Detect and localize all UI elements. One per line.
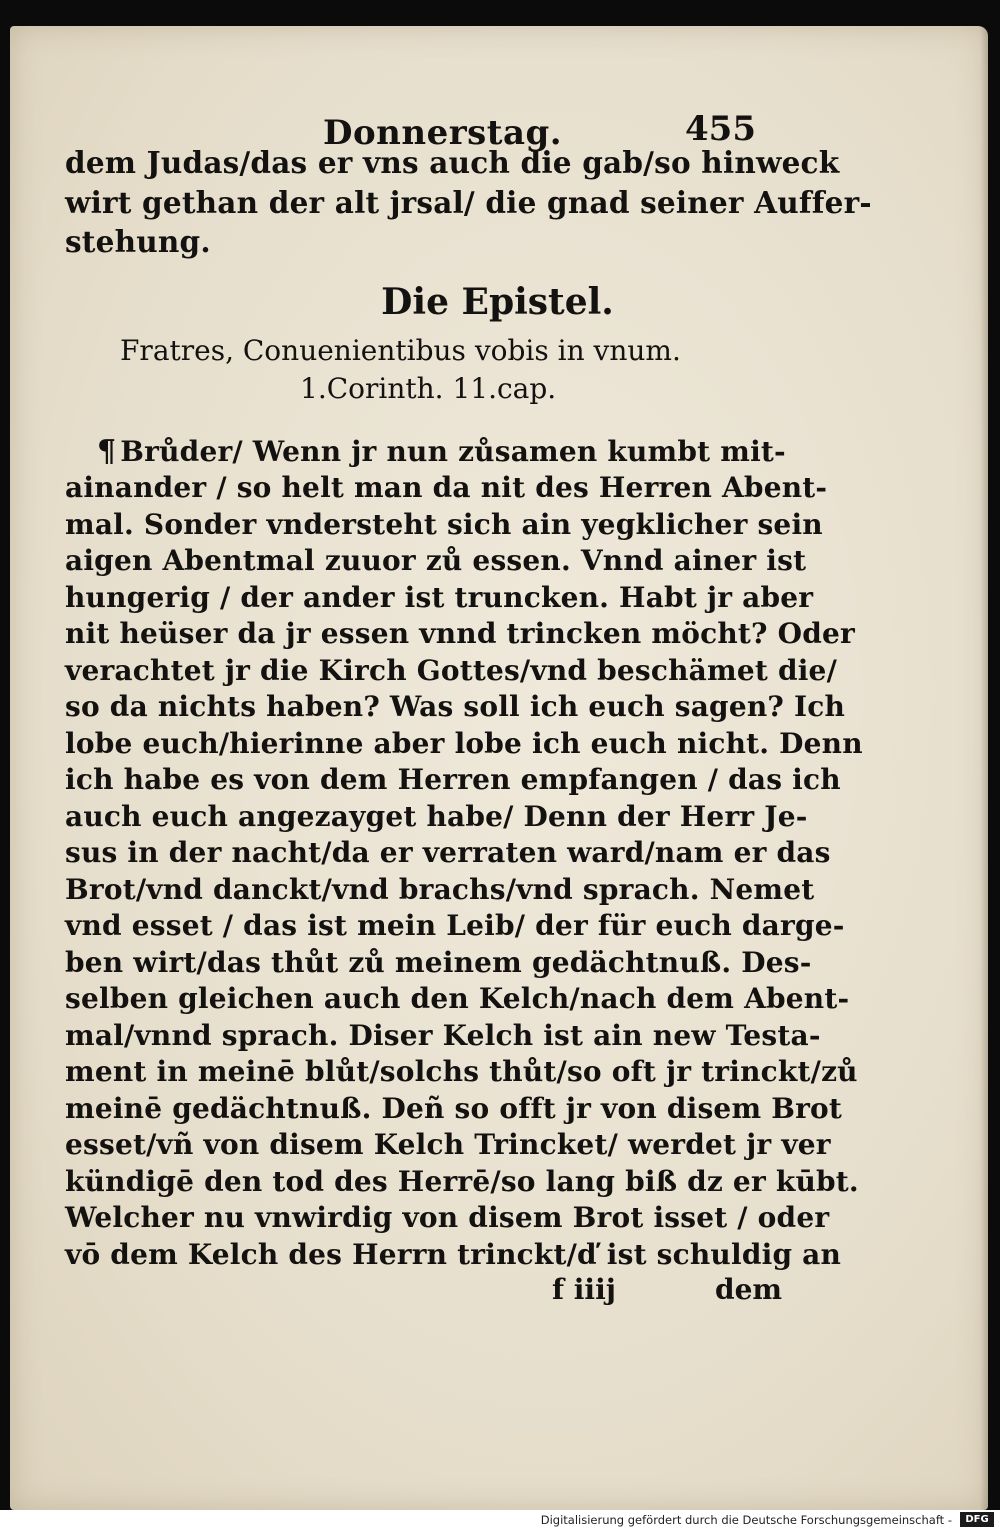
body-line: kündigē den tod des Herrē/so lang biß dz er kūbt. bbox=[65, 1164, 859, 1198]
catchword: dem bbox=[715, 1273, 783, 1307]
body-line: mal. Sonder vndersteht sich ain yegklicher sein bbox=[65, 507, 823, 541]
body-line: vō dem Kelch des Herrn trinckt/ď ist schuldig an bbox=[65, 1237, 842, 1271]
body-line: meinē gedächtnuß. Deñ so offt jr von disem Brot bbox=[65, 1091, 843, 1125]
credit-text: Digitalisierung gefördert durch die Deutsche Forschungsgemeinschaft - bbox=[540, 1513, 952, 1527]
section-title: Die Epistel. bbox=[381, 280, 614, 323]
latin-incipit: Fratres, Conuenientibus vobis in vnum. bbox=[120, 333, 681, 367]
body-line: so da nichts haben? Was soll ich euch sagen? Ich bbox=[65, 690, 846, 724]
dfg-logo: DFG bbox=[960, 1512, 994, 1527]
body-line bbox=[65, 434, 800, 471]
body-line: mal/vnnd sprach. Diser Kelch ist ain new Testa- bbox=[65, 1018, 821, 1052]
page-header bbox=[65, 91, 800, 153]
body-line: Brot/vnd danckt/vnd brachs/vnd sprach. Nemet bbox=[65, 872, 815, 906]
running-head: Donnerstag. bbox=[323, 113, 563, 153]
book-page bbox=[10, 26, 988, 1510]
body-line: aigen Abentmal zuuor zů essen. Vnnd ainer ist bbox=[65, 544, 807, 578]
body-line: sus in der nacht/da er verraten ward/nam er das bbox=[65, 836, 831, 870]
body-line: lobe euch/hierinne aber lobe ich euch nicht. Denn bbox=[65, 726, 863, 760]
digitization-credit-bar bbox=[0, 1510, 1000, 1530]
body-line: verachtet jr die Kirch Gottes/vnd beschämet die/ bbox=[65, 653, 837, 687]
page-footer bbox=[65, 1273, 800, 1313]
page-edge-shadow bbox=[980, 26, 988, 1510]
body-line-text: Brůder/ Wenn jr nun zůsamen kumbt mit- bbox=[120, 434, 786, 468]
opening-line: dem Judas/das er vns auch die gab/so hinweck bbox=[65, 145, 840, 180]
body-line: auch euch angezayget habe/ Denn der Herr Je- bbox=[65, 799, 808, 833]
body-line: selben gleichen auch den Kelch/nach dem Abent- bbox=[65, 982, 850, 1016]
body-line: ben wirt/das thůt zů meinem gedächtnuß. Des- bbox=[65, 945, 812, 979]
body-line: ment in meinē blůt/solchs thůt/so oft jr trinckt/zů bbox=[65, 1055, 858, 1089]
body-line: Welcher nu vnwirdig von disem Brot isset / oder bbox=[65, 1201, 830, 1235]
signature-mark: f iiij bbox=[552, 1273, 616, 1307]
body-line: ainander / so helt man da nit des Herren Abent- bbox=[65, 471, 828, 505]
body-line: vnd esset / das ist mein Leib/ der für euch darge- bbox=[65, 909, 845, 943]
body-line: esset/vñ von disem Kelch Trincket/ werdet jr ver bbox=[65, 1128, 831, 1162]
text-block bbox=[65, 91, 872, 1313]
opening-line: wirt gethan der alt jrsal/ die gnad seiner Auffer- bbox=[65, 184, 872, 220]
epistle-body bbox=[65, 433, 863, 1274]
paragraph-mark: ¶ bbox=[97, 433, 117, 469]
body-line: ich habe es von dem Herren empfangen / das ich bbox=[65, 763, 841, 797]
body-line: nit heüser da jr essen vnnd trincken möcht? Oder bbox=[65, 617, 855, 651]
body-line: hungerig / der ander ist truncken. Habt jr aber bbox=[65, 580, 814, 614]
latin-reference: 1.Corinth. 11.cap. bbox=[300, 371, 557, 405]
page-number: 455 bbox=[685, 109, 756, 149]
opening-line: stehung. bbox=[65, 224, 211, 260]
